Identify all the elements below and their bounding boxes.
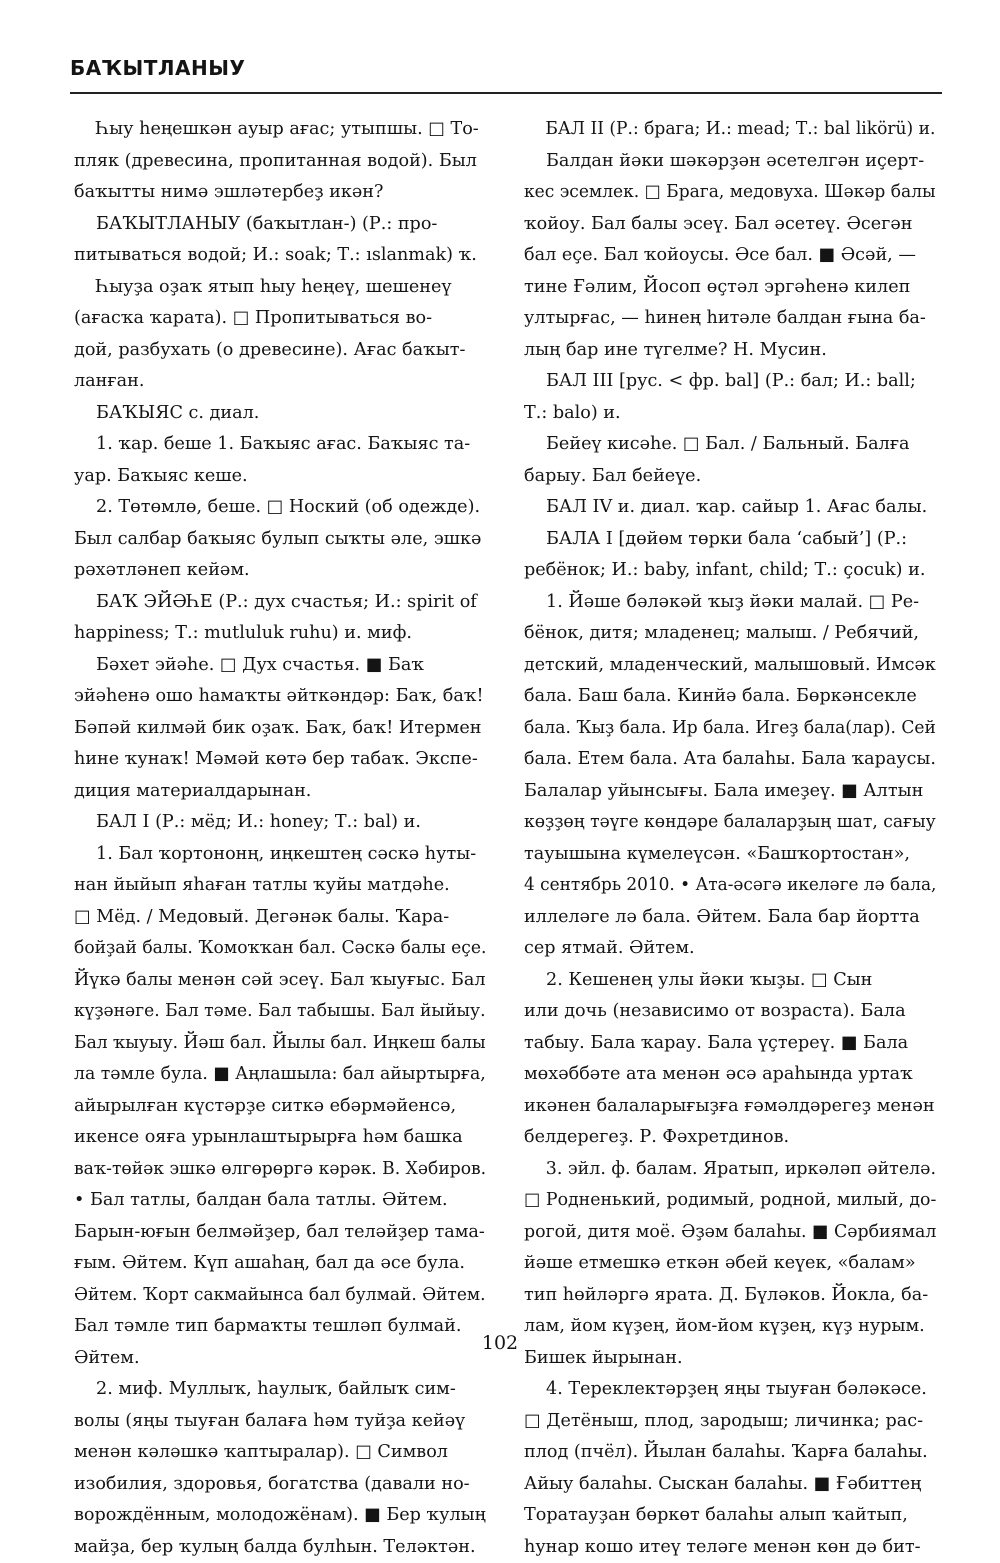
text-line: Бал тәмле тип бармаҡты тешләп булмай.: [74, 1311, 486, 1343]
text-line: Т.: balo) и.: [524, 398, 936, 430]
text-line: Әйтем.: [74, 1343, 486, 1375]
entry-headword-line: БАЛ IV и. диал. ҡар. сайыр 1. Ағас балы.: [524, 492, 936, 524]
text-line: 4 сентябрь 2010. • Ата-әсәгә икеләге лә бала,: [524, 870, 920, 902]
text-line: 1. Йәше бәләкәй ҡыҙ йәки малай. □ Ре-: [524, 587, 936, 619]
text-line: волы (яңы тыуған балаға һәм туйҙа кейәү: [74, 1406, 486, 1438]
text-line: 4. Тереклектәрҙең яңы тыуған бәләкәсе.: [524, 1374, 936, 1406]
text-line: белдерегеҙ. Р. Фәхретдинов.: [524, 1122, 936, 1154]
text-line: иллеләге лә бала. Әйтем. Бала бар йортта: [524, 902, 936, 934]
text-line: дой, разбухать (о древесине). Ағас баҡыт-: [74, 335, 486, 367]
text-line: икенсе ояға урынлаштырырға һәм башка: [74, 1122, 486, 1154]
text-line: плод (пчёл). Йылан балаһы. Ҡарға балаһы.: [524, 1437, 936, 1469]
text-line: диция материалдарынан.: [74, 776, 486, 808]
text-line: нан йыйып яһаған татлы ҡуйы матдәһе.: [74, 870, 486, 902]
text-line: тине Ғәлим, Йосоп өҫтәл эргәһенә килеп: [524, 272, 936, 304]
entry-headword-line: БАЛА I [дөйөм төрки бала ‘сабый’] (Р.:: [524, 524, 936, 556]
text-line: рәхәтләнеп кейәм.: [74, 555, 486, 587]
text-line: табыу. Бала ҡарау. Бала үҫтереү. ■ Бала: [524, 1028, 936, 1060]
text-line: Һыу һеңешкән ауыр ағас; утыпшы. □ То-: [74, 114, 486, 146]
text-line: □ Мёд. / Медовый. Дегәнәк балы. Ҡара-: [74, 902, 486, 934]
text-line: ғым. Әйтем. Күп ашаһаң, бал да әсе була.: [74, 1248, 486, 1280]
text-line: Барын-юғын белмәйҙер, бал теләйҙер тама-: [74, 1217, 486, 1249]
text-line: ултырғас, — һинең һитәле балдан ғына ба-: [524, 303, 936, 335]
text-line: бала. Етем бала. Ата балаһы. Бала ҡараусы.: [524, 744, 934, 776]
text-line: бала. Баш бала. Кинйә бала. Бөркәнсекле: [524, 681, 936, 713]
text-line: Бәхет эйәһе. □ Дух счастья. ■ Баҡ: [74, 650, 486, 682]
text-line: 1. ҡар. беше 1. Баҡыяс ағас. Баҡыяс та-: [74, 429, 486, 461]
text-line: или дочь (независимо от возраста). Бала: [524, 996, 936, 1028]
text-line: йәше етмешкә еткән әбей кеүек, «балам»: [524, 1248, 936, 1280]
text-line: күҙәнәге. Бал тәме. Бал табышы. Бал йыйыу.: [74, 996, 474, 1028]
text-line: барыу. Бал бейеүе.: [524, 461, 936, 493]
text-line: икәнен балаларығыҙға ғәмәлдәрегеҙ менән: [524, 1091, 936, 1123]
text-line: мөхәббәте ата менән әсә араһында уртаҡ: [524, 1059, 936, 1091]
text-line: сер ятмай. Әйтем.: [524, 933, 936, 965]
text-line: бала. Ҡыҙ бала. Ир бала. Игеҙ бала(лар). Сей: [524, 713, 923, 745]
text-line: 2. миф. Муллыҡ, һаулыҡ, байлыҡ сим-: [74, 1374, 486, 1406]
text-line: Йүкә балы менән сәй эсеү. Бал ҡыуғыс. Бал: [74, 965, 485, 997]
entry-headword-line: БАЛ III [рус. < фр. bal] (Р.: бал; И.: ball;: [524, 366, 936, 398]
entry-headword-line: БАҠЫТЛАНЫУ (баҡытлан-) (Р.: про-: [74, 209, 486, 241]
running-header: БАҠЫТЛАНЫУ: [70, 56, 245, 80]
text-line: рогой, дитя моё. Әҙәм балаһы. ■ Сәрбиямал: [524, 1217, 930, 1249]
text-line: бёнок, дитя; младенец; малыш. / Ребячий,: [524, 618, 936, 650]
text-line: пляк (древесина, пропитанная водой). Был: [74, 146, 486, 178]
text-line: изобилия, здоровья, богатства (давали но-: [74, 1469, 486, 1501]
text-line: Бал ҡыуыу. Йәш бал. Йылы бал. Иңкеш балы: [74, 1028, 474, 1060]
text-line: эйәһенә ошо һамаҡты әйткәндәр: Баҡ, баҡ!: [74, 681, 486, 713]
text-line: Торатауҙан бөркөт балаһы алып ҡайтып,: [524, 1500, 936, 1532]
text-line: майҙа, бер ҡулың балда булһын. Теләктән.: [74, 1532, 486, 1563]
text-line: кес эсемлек. □ Брага, медовуха. Шәкәр балы: [524, 177, 923, 209]
header-rule: [70, 92, 942, 94]
text-line: Айыу балаһы. Сыскан балаһы. ■ Ғәбиттең: [524, 1469, 936, 1501]
text-line: уар. Баҡыяс кеше.: [74, 461, 486, 493]
text-line: тауышына күмелеүсән. «Башҡортостан»,: [524, 839, 936, 871]
text-line: һунар кошо итеү теләге менән көн дә бит-: [524, 1532, 936, 1563]
text-line: (ағасҡа ҡарата). □ Пропитываться во-: [74, 303, 486, 335]
text-line: лың бар ине түгелме? Н. Мусин.: [524, 335, 936, 367]
text-line: Балалар уйынсығы. Бала имеҙеү. ■ Алтын: [524, 776, 936, 808]
entry-headword-line: БАЛ II (Р.: брага; И.: mead; Т.: bal likörü) и.: [524, 114, 924, 146]
text-line: ҡойоу. Бал балы эсеү. Бал әсетеү. Әсегән: [524, 209, 936, 241]
text-line: һине ҡунаҡ! Мәмәй көтә бер табаҡ. Экспе-: [74, 744, 486, 776]
text-line: • Бал татлы, балдан бала татлы. Әйтем.: [74, 1185, 486, 1217]
text-line: тип һөйләргә ярата. Д. Бүләков. Йокла, ба-: [524, 1280, 936, 1312]
text-line: Бишек йырынан.: [524, 1343, 936, 1375]
text-line: □ Детёныш, плод, зародыш; личинка; рас-: [524, 1406, 936, 1438]
text-line: Әйтем. Ҡорт сакмайынса бал булмай. Әйтем.: [74, 1280, 472, 1312]
entry-headword-line: БАҠЫЯС с. диал.: [74, 398, 486, 430]
text-line: happiness; Т.: mutluluk ruhu) и. миф.: [74, 618, 486, 650]
text-line: 2. Кешенең улы йәки ҡыҙы. □ Сын: [524, 965, 936, 997]
text-line: Балдан йәки шәкәрҙән әсетелгән иҫерт-: [524, 146, 936, 178]
text-line: 1. Бал ҡортононң, иңкештең сәскә һуты-: [74, 839, 486, 871]
text-line: Бейеү кисәһе. □ Бал. / Бальный. Балға: [524, 429, 936, 461]
text-line: лам, йом күҙең, йом-йом күҙең, күҙ нурым.: [524, 1311, 936, 1343]
text-line: ла тәмле була. ■ Аңлашыла: бал айыртырға,: [74, 1059, 478, 1091]
text-line: □ Родненький, родимый, родной, милый, до-: [524, 1185, 930, 1217]
text-line: көҙҙөң тәүге көндәре балаларҙың шат, сағыу: [524, 807, 925, 839]
page-number: 102: [0, 1332, 1000, 1354]
text-line: ланған.: [74, 366, 486, 398]
text-line: бойҙай балы. Ҡомоҡҡан бал. Сәскә балы еҫе.: [74, 933, 475, 965]
text-line: менән кәләшкә ҡаптыралар). □ Символ: [74, 1437, 486, 1469]
text-line: 3. эйл. ф. балам. Яратып, иркәләп әйтелә.: [524, 1154, 932, 1186]
text-line: айырылған күстәрҙе ситкә ебәрмәйенсә,: [74, 1091, 486, 1123]
text-line: Һыуҙа оҙаҡ ятып һыу һеңеү, шешенеү: [74, 272, 486, 304]
text-line: детский, младенческий, малышовый. Имсәк: [524, 650, 932, 682]
text-line: Бәпәй килмәй бик оҙаҡ. Баҡ, баҡ! Итермен: [74, 713, 486, 745]
text-line: 2. Төтөмлө, беше. □ Ноский (об одежде).: [74, 492, 486, 524]
text-line: ребёнок; И.: baby, infant, child; Т.: çocuk) и.: [524, 555, 936, 587]
text-line: баҡытты нимә эшләтербеҙ икән?: [74, 177, 486, 209]
text-line: питываться водой; И.: soak; Т.: ıslanmak) ҡ.: [74, 240, 486, 272]
text-line: ваҡ-төйәк эшкә өлгөрөргә кәрәк. В. Хәбиров.: [74, 1154, 475, 1186]
text-line: Был салбар баҡыяс булып сыҡты әле, эшкә: [74, 524, 486, 556]
text-line: бал еҫе. Бал ҡойоусы. Әсе бал. ■ Әсәй, —: [524, 240, 936, 272]
entry-headword-line: БАЛ I (Р.: мёд; И.: honey; Т.: bal) и.: [74, 807, 486, 839]
entry-headword-line: БАҠ ЭЙӘҺЕ (Р.: дух счастья; И.: spirit of: [74, 587, 486, 619]
text-line: ворождённым, молодожёнам). ■ Бер ҡулың: [74, 1500, 486, 1532]
